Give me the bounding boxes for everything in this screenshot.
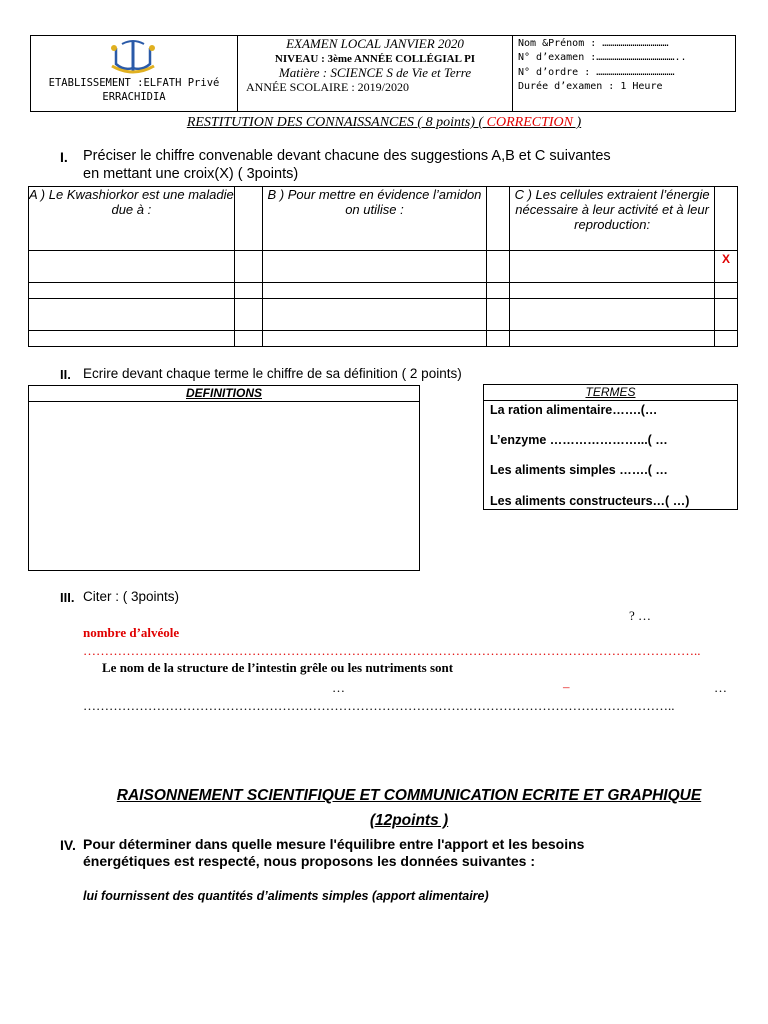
q1-checkbox[interactable] — [714, 299, 737, 331]
school-year: ANNÉE SCOLAIRE : 2019/2020 — [246, 80, 409, 94]
q1-checkbox[interactable] — [487, 251, 510, 283]
q3-marker: ? … — [629, 608, 652, 623]
q4-line2: énergétiques est respecté, nous proposons les données suivantes : — [83, 853, 536, 869]
answer-mark: X — [721, 252, 730, 266]
q3-ellipsis: … — [332, 680, 345, 695]
definitions-header: DEFINITIONS — [28, 385, 420, 401]
q1-checkbox[interactable] — [714, 331, 737, 347]
q1-cell — [510, 251, 715, 283]
q1-cell — [262, 299, 487, 331]
q1-checkbox[interactable] — [234, 283, 262, 299]
q1-cell — [29, 283, 235, 299]
q3-dash: – — [563, 679, 570, 694]
q1-table — [28, 186, 738, 347]
q1-cell — [510, 283, 715, 299]
q1-checkbox[interactable] — [234, 331, 262, 347]
q1-line1: Préciser le chiffre convenable devant chacune des suggestions A,B et C suivantes — [83, 148, 611, 164]
q4-line3: lui fournissent des quantités d’aliments simples (apport alimentaire) — [83, 889, 489, 903]
q4-number: IV. — [60, 837, 76, 853]
q1-checkbox[interactable] — [714, 251, 737, 283]
q1-cell — [29, 299, 235, 331]
term-item: L’enzyme …………………...( … — [490, 433, 668, 447]
q1-checkbox[interactable] — [487, 299, 510, 331]
exam-header — [240, 37, 510, 94]
q3-ellipsis: … — [714, 680, 727, 695]
q3-line2: Le nom de la structure de l’intestin grêle ou les nutriments sont — [102, 660, 454, 675]
q1-checkbox[interactable] — [234, 187, 262, 251]
q1-checkbox[interactable] — [487, 331, 510, 347]
q1-checkbox[interactable] — [487, 283, 510, 299]
exam-subject: Matière : SCIENCE S de Vie et Terre — [278, 65, 472, 80]
q1-cell — [29, 251, 235, 283]
header-divider — [237, 35, 238, 112]
q1-checkbox[interactable] — [487, 187, 510, 251]
section1-title: RESTITUTION DES CONNAISSANCES ( 8 points) ( CORRECTION ) — [186, 115, 582, 130]
order-number-field: N° d’ordre : ………………………………… — [518, 66, 675, 78]
q2-text: Ecrire devant chaque terme le chiffre de sa définition ( 2 points) — [83, 366, 462, 381]
section2-points: (12points ) — [369, 812, 449, 829]
q1-cell — [29, 331, 235, 347]
exam-number-field: N° d’examen :………………………………….. — [518, 52, 687, 64]
q3-answer1: nombre d’alvéole — [83, 625, 180, 640]
exam-level: NIVEAU : 3ème ANNÉE COLLÉGIAL PI — [274, 53, 476, 65]
q1-checkbox[interactable] — [714, 283, 737, 299]
q1-cell — [510, 299, 715, 331]
name-field: Nom &Prénom : …………………………… — [518, 38, 669, 49]
definitions-box[interactable] — [28, 401, 420, 571]
terms-header: TERMES — [483, 384, 738, 401]
q1-header-b: B ) Pour mettre en évidence l’amidon on utilise : — [262, 187, 487, 251]
school-name: ETABLISSEMENT :ELFATH Privé ERRACHIDIA — [48, 77, 220, 103]
q1-checkbox[interactable] — [234, 251, 262, 283]
q1-cell — [262, 251, 487, 283]
candidate-info — [518, 37, 687, 94]
q1-checkbox[interactable] — [714, 187, 737, 251]
duration-field: Durée d’examen : 1 Heure — [518, 80, 663, 92]
q3-number: III. — [60, 590, 75, 605]
q1-cell — [262, 283, 487, 299]
term-item: Les aliments simples …….( … — [490, 463, 668, 477]
q1-number: I. — [60, 149, 68, 165]
q1-cell — [510, 331, 715, 347]
term-item: Les aliments constructeurs…( …) — [490, 494, 690, 508]
q2-number: II. — [60, 367, 71, 382]
q1-line2: en mettant une croix(X) ( 3points) — [83, 166, 299, 182]
q1-header-c: C ) Les cellules extraient l’énergie nécessaire à leur activité et à leur reproduction: — [510, 187, 715, 251]
q1-checkbox[interactable] — [234, 299, 262, 331]
q1-header-a: A ) Le Kwashiorkor est une maladie due à : — [29, 187, 235, 251]
q1-cell — [262, 331, 487, 347]
school-logo-icon — [104, 38, 162, 76]
q3-text: Citer : ( 3points) — [83, 589, 180, 604]
q3-answer-dots: …………………………………………………………………………………………………………………………….. — [83, 643, 701, 658]
q4-line1: Pour déterminer dans quelle mesure l'équilibre entre l'apport et les besoins — [83, 836, 585, 852]
section2-title: RAISONNEMENT SCIENTIFIQUE ET COMMUNICATION ECRITE ET GRAPHIQUE — [116, 787, 702, 804]
header-divider — [512, 35, 513, 112]
correction-label: CORRECTION — [486, 115, 573, 130]
term-item: La ration alimentaire…….(… — [490, 403, 658, 417]
q3-answer-dots: ……………………………………………………………………………………………………………………….. — [83, 698, 675, 713]
exam-title: EXAMEN LOCAL JANVIER 2020 — [286, 36, 464, 51]
terms-box — [483, 401, 738, 510]
